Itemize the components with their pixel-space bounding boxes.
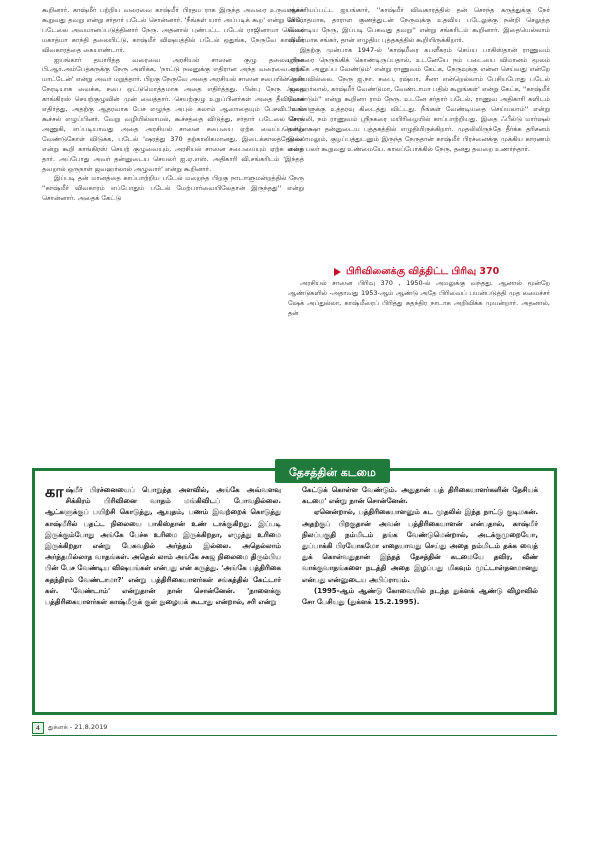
feature-box-left-column xyxy=(45,482,281,608)
left-column xyxy=(42,6,304,454)
page-number: 4 xyxy=(32,722,44,734)
feature-box-right-text-1: கேட்டுக் கொள்ள வேண்டும். அதுதான் பத் திரிகையாளர்களின் தேசியக் கடமை' என்று நான் சொன்னேன். xyxy=(302,486,538,506)
section-paragraph: அரசியல் சாஸன பிரிவு 370 , 1950-ல் அமலுக்கு வந்தது. ஆனால் மூன்றே ஆண்டுகளில் -அதாவது 1953-ஆம் ஆண்டு அதே பிரிவைப் பயன்படுத்தி முத லமைச்சர் ஷேக் அப்துல்லா, காஷ்மீரைப் பிரித்து சுதந்திர நாடாக அறிவிக்க முயன்றார். அதனால், தன் xyxy=(288,279,550,317)
right-paragraph-2: இதற்கு முன்பாக 1947-ல் 'காஷ்மீரை கபளீகரம் செய்ய பாகிஸ்தான் ராணுவம் ஸ்ரீநகரை நெருங்கிக் கொண்டிருப்பதால், உடனேயே நம் படையை விமானம் மூலம் அங்கே அனுப்ப வேண்டும்' என்று ராணுவம் கேட்க, நேருவுக்கு என்ன செய்வது என்றே தெரியவில்லை. நேரு ஐ.நா. சபை, ரஷ்யா, சீனா என்றெல்லாம் பேசியபோது படேல் 'ஜவஹர்லால், காஷ்மீர் வேண்டுமா, வேண்டாமா பதில் கூறுங்கள்' என்று கேட்க, ''காஷ்மீர் வேண்டும்'' என்று கூறினா ராம் நேரு. உடனே சர்தார் படேல், ராணுவ அதிகாரி களிடம் ''உங்களுக்கு உத்தரவு கிடைத்து விட்டது. நீங்கள் வேண்டியதை செய்யலாம்'' என்று சொல்லி, நம் ராணுவம் ஸ்ரீநகரை மயிரிழையில் காப்பாற்றியது. இதை ஃபீல்டு மார்ஷல் மானெக்ஷா தன்னுடைய புத்தகத்தில் எழுதியிருக்கிறார். முதலிலிருந்தே தீர்க்க தரிசனம் இல்லாமலும், குழப்பத்துடனும் இருந்த நேருதான் காஷ்மீர் பிரச்னைக்கு முக்கிய காரணம் என்ற பலர் கூறுவது உண்மையே. காலப்போக்கில் நேரு, தனது தவறை உணர்ந்தார். xyxy=(288,45,550,153)
feature-box xyxy=(32,468,557,715)
left-paragraph-3: இப்படி தன் மானத்தை காப்பாற்றிய படேல் மறைந்த பிறகு நாடாளுமன்றத்தில் நேரு ''காஷ்மீர் விவகாரம் எப்போதும் படேல் மேற்பார்வையிலேதான் இருந்தது'' என்று சொன்னார். அதைக் கேட்டு xyxy=(42,174,304,203)
feature-box-right-column xyxy=(302,485,538,608)
drop-cap: கா xyxy=(45,482,64,501)
footer-rule xyxy=(32,735,557,736)
feature-box-right-text-3: (1995-ஆம் ஆண்டு கோவையில் நடந்த துக்ளக் ஆண்டு விழாவில் சோ பேசியது (துக்ளக் 15.2.1995). xyxy=(302,586,538,607)
feature-box-right-text-2: ஏனென்றால், பத்திரிகையாளனும் கட முதலில் இந்த நாட்டு குடிமகன். அதற்குப் பிறகுதான் அவன் பத்திரிகையாளன் என்பதால், காஷ்மீர் நிலப்பகுதி நம்மிடம் தங்க வேண்டுமென்றால், அடக்குமுறையோ, துப்பாக்கி பிரயோகமோ எதையாவது செய்து அதை நம்மிடம் தக்க வைத் துக் கொள்வதுதான் இந்தத் தேசத்தின் கடமையே தவிர, வீண் வாக்குவாதங்களை நடத்தி அதை இழப்பது மிகவும் முட்டாள்தனமானது என்பது என்னுடைய அபிப்ராயம். xyxy=(302,508,538,584)
feature-box-title: தேசத்தின் கடமை xyxy=(289,466,376,479)
section-body xyxy=(288,279,550,453)
right-paragraph-1: ஆச்சரியப்பட்ட ஐயங்கார், ''காஷ்மீர் விவகாரத்தில் தன் சொந்த கருத்துக்கு நேர் விரோதமாக, தாராள குணத்துடன் நேருவுக்கு உதவிய படேலுக்கு நன்றி செலுத்த வேண்டிய நேரு, இப்படி பேசுவது தவறு'' என்று சங்கரிடம் கூறினார். இதையெல்லாம் விவரமாக சங்கர், தான் எழுதிய புத்தகத்தில் கூறியிருக்கிறார். xyxy=(288,6,550,44)
issue-label: துக்ளக் - 21.8.2019 xyxy=(48,723,108,731)
right-column xyxy=(288,6,550,266)
page-footer xyxy=(32,722,182,732)
feature-box-left-text: ஷ்மீர் பிரச்னையைப் பொறுத்த அளவில், அங்கே அவ்வளவு சிக்கிரம் பிரிவினை வாதம் மங்கிவிடப் போவதில்லை. ஆட்களுக்குப் பயிற்சி கொடுத்து, ஆயுதம், பணம் இவற்றைக் கொடுத்து காஷ்மீரில் பதட்ட நிலையை பாகிஸ்தான் உண் டாக்குகிறது. இப்படி இருக்கும்போது அங்கே பேச்சு உரிமை இருக்கிறதா, எழுத்து உரிமை இருக்கிறதா என்று பேசுவதில் அர்த்தம் இல்லை. அதெல்லாம் அர்த்தமில்லாத வாதங்கள். அதெல் லாம் அங்கே சகஜ நிலைமை திரும்பிய பின் பேச வேண்டிய விஷயங்கள் என்பது என் கருத்து. 'அங்கே பத்திரிகை சுதந்திரம் வேண்டாமா?' என்று பத்திரிகையாளர்கள் சங்கத்தில் கேட்டார் கள். 'வேண்டாம்' என்றுதான் நான் சொன்னேன். 'நாளைக்கு பத்திரிகையாளர்கள் காஷ்மீருக் குள் நுழையக் கூடாது என்றால், சரி என்று xyxy=(45,486,281,607)
feature-box-title-banner xyxy=(275,459,390,483)
left-paragraph-2: ஐயங்கார் தயாரித்த வரைவை அரசியல் சாஸன குழு தலைவரான பி.ஆர்.அம்பேத்கருக்கு நேரு அளிக்க, 'நாட்டு நலனுக்கு எதிரான அந்த வரைவை ஏற்க மாட்டேன்' என்று அவர் மறுத்தார். பிறகு நேருவே அதை அரசியல் சாஸன சபையின் முன் நேரடியாக வைக்க, சபை ஒட்டுமொத்தமாக அதை எதிர்த்தது. பின்பு நேரு அதை காங்கிரஸ் செயற்குழுவின் முன் வைத்தார். செயற்குழு உறுப்பினர்கள் அதை தீவிரமாக எதிர்த்து, அதற்கு ஆதரவாக பேச எழுந்த அபுல் கலாம் ஆஸாதையும் பேசவிடாமல் கூச்சல் எழுப்பினர். வேறு வழியில்லாமல், கூச்சத்தை விடுத்து, சர்தார் படேலை நேரு அணுகி, எப்படியாவது அதை அரசியல் சாஸன சபையை ஏற்க வைப்பதென்று வேண்டுகோள் விடுக்க, படேல் 'ஷரத்து 370 தற்காலிகமானது, இடைக்காலத்தேவை' என்று கூறி காங்கிரஸ் செயற் குழுவையும், அரசியல் சாஸன சபையையும் ஏற்க வைத் தார். அப்போது அவர் தன்னுடைய செயலர் ஐ.ஏ.எஸ். அதிகாரி வி.சங்கரிடம் 'இந்தத் தவறால் ஒருநாள் ஜவஹர்லால் அழுவார்' என்று கூறினார். xyxy=(42,55,304,173)
left-paragraph-1: கூறினார். காஷ்மீர் பற்றிய வரைவை காஷ்மீர் பிரதம ராக இருந்த அவரை உருவாக்கக் கூறுவது தவறு என்று சர்தார் படேல் சொன்னார். 'நீங்கள் யார் அப்படிக் கூற' என்று கோட் படேலை அவமானப்படுத்தினார் நேரு. அதனால் புண்பட்ட படேல் ராஜினாமா செய்ய, மகாத்மா காந்தி தலையிட்டு, காஷ்மீர் விஷயத்தில் படேல் ஒதுங்க, நேருவே காஷ்மீர் விவகாரத்தை கையாண்டார். xyxy=(42,6,304,54)
section-heading: பிரிவினைக்கு வித்திட்ட பிரிவு 370 xyxy=(346,266,500,277)
